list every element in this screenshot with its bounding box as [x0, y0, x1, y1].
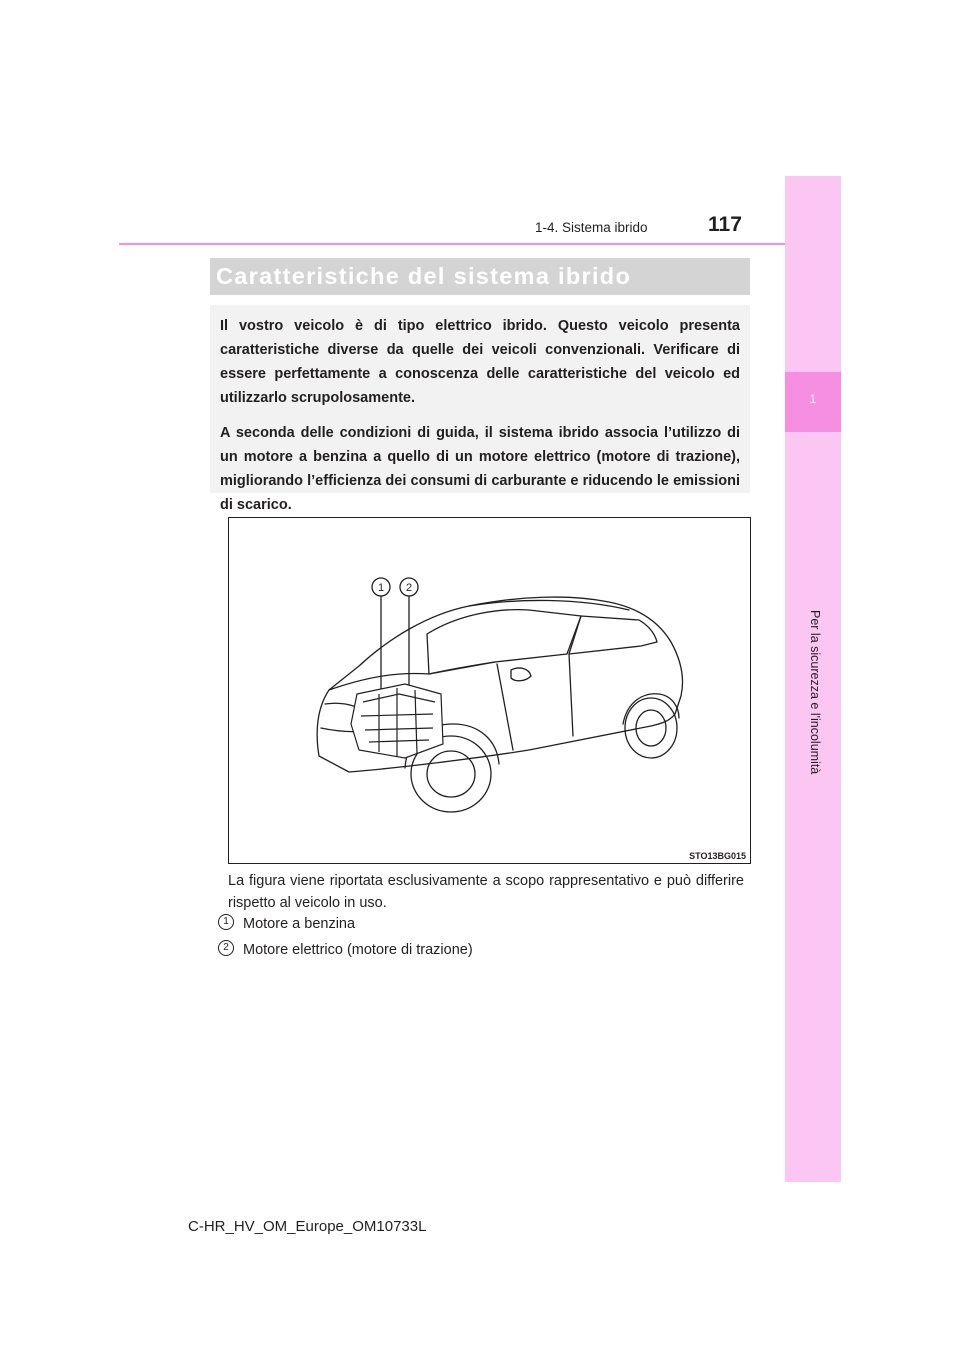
page-number: 117: [708, 213, 742, 236]
vehicle-illustration: [228, 517, 751, 864]
door-line: [569, 654, 573, 736]
side-window: [569, 616, 657, 654]
engine-block: [351, 684, 443, 758]
section-label: 1-4. Sistema ibrido: [535, 220, 648, 235]
legend-1-number: 1: [218, 914, 234, 930]
intro-paragraph-2: A seconda delle condizioni di guida, il sistema ibrido associa l’utilizzo di un motore a benzina a quello di un motore elettrico (motore di trazione), migliorando l’efficienza dei consumi di carburante e riducendo le emissioni di scarico.: [220, 425, 740, 513]
side-mirror: [511, 668, 531, 681]
document-footer: C-HR_HV_OM_Europe_OM10733L: [188, 1218, 427, 1235]
intro-box: [210, 305, 750, 513]
callout-1-label: 1: [377, 582, 385, 594]
page-title: Caratteristiche del sistema ibrido: [216, 263, 632, 289]
car-drawing: [229, 518, 750, 863]
figure-code: STO13BG015: [689, 851, 746, 861]
figure-caption: La figura viene riportata esclusivamente a scopo rappresentativo e può differire rispetto al veicolo in uso.: [228, 873, 744, 911]
front-wheel-rim: [427, 751, 475, 797]
legend-1-label: Motore a benzina: [243, 916, 356, 932]
intro-paragraph-1: Il vostro veicolo è di tipo elettrico ibrido. Questo veicolo presenta caratteristiche diverse da quelle dei veicoli convenzionali. Verificare di essere perfettamente a conoscenza delle caratteristiche del veicolo ed utilizzarlo scrupolosamente.: [220, 318, 740, 406]
chapter-title: Per la sicurezza e l'incolumità: [808, 610, 822, 775]
windshield: [427, 610, 581, 674]
callout-2-label: 2: [405, 582, 413, 594]
chapter-number: 1: [809, 392, 817, 406]
rear-wheel: [625, 698, 677, 758]
header-divider: [119, 243, 785, 245]
legend-2-number: 2: [218, 940, 234, 956]
legend-2-label: Motore elettrico (motore di trazione): [243, 942, 473, 958]
